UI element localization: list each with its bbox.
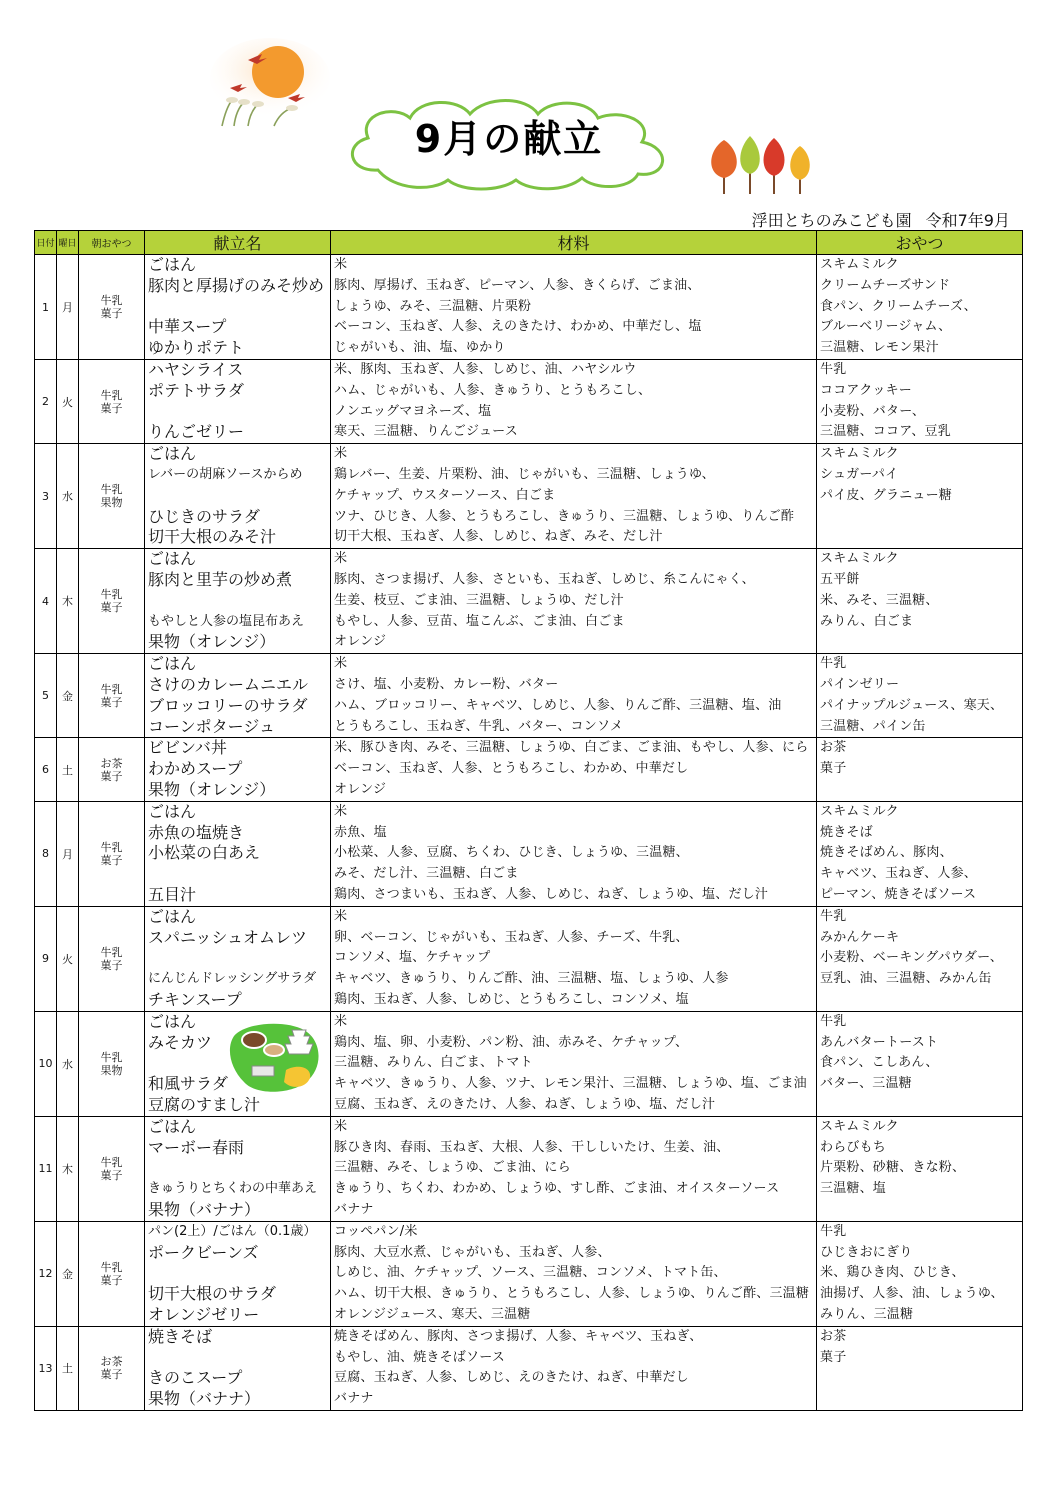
morning-snack-cell [79, 906, 145, 1011]
table-row [35, 360, 1023, 444]
menu-name-cell [145, 549, 331, 654]
ingredient-line: 米 [334, 908, 348, 924]
organization-line [752, 208, 1010, 231]
dish-name: 豚肉と里芋の炒め煮 [148, 569, 293, 589]
dish-name: コーンポタージュ [148, 716, 276, 736]
morning-snack-item: 果物 [100, 1063, 123, 1077]
ingredient-line: じゃがいも、油、塩、ゆかり [334, 340, 506, 356]
dish-name [145, 486, 330, 507]
dish-name: ごはん [148, 654, 197, 674]
snack-line: 菓子 [820, 1349, 847, 1365]
dish-name: ゆかりポテト [148, 338, 245, 358]
snack-line: パインゼリー [820, 676, 900, 692]
ingredient-line: 鶏肉、塩、卵、小麦粉、パン粉、油、赤みそ、ケチャップ、 [334, 1034, 689, 1050]
dish-name [145, 1263, 330, 1284]
morning-snack-item: 菓子 [100, 1368, 123, 1382]
ingredients-cell [331, 360, 817, 444]
day-cell: 10 [35, 1011, 57, 1116]
ingredient-line: 豆腐、玉ねぎ、人参、しめじ、えのきたけ、ねぎ、中華だし [334, 1370, 689, 1386]
snack-cell [817, 1116, 1023, 1221]
dish-name: もやしと人参の塩昆布あえ [148, 613, 305, 629]
day-cell: 6 [35, 738, 57, 801]
snack-line: シュガーパイ [820, 466, 899, 482]
morning-snack-item: 菓子 [100, 307, 123, 320]
table-row [35, 1011, 1023, 1116]
morning-snack-item: 牛乳 [100, 1050, 123, 1064]
dish-name [145, 1158, 330, 1179]
snack-line: 牛乳 [820, 1223, 847, 1239]
menu-table [34, 230, 1023, 1411]
ingredient-line: みそ、だし汁、三温糖、白ごま [334, 866, 519, 882]
ingredients-cell [331, 801, 817, 906]
ingredients-cell [331, 1011, 817, 1116]
column-header-morning-snack: 朝おやつ [79, 231, 145, 255]
dish-name [145, 591, 330, 612]
snack-line: 三温糖、塩 [820, 1181, 887, 1197]
dish-name: ハヤシライス [148, 360, 244, 379]
dish-name [145, 1348, 330, 1369]
weekday-cell: 水 [57, 444, 79, 549]
dish-name: 五目汁 [148, 884, 197, 904]
ingredient-line: 切干大根、玉ねぎ、人参、しめじ、ねぎ、みそ、だし汁 [334, 529, 663, 545]
ingredient-line: キャベツ、きゅうり、人参、ツナ、レモン果汁、三温糖、しょうゆ、塩、ごま油 [334, 1076, 807, 1092]
morning-snack-item: 牛乳 [100, 682, 123, 696]
ingredient-line: さけ、塩、小麦粉、カレー粉、バター [334, 676, 559, 692]
morning-snack-item: 菓子 [100, 695, 123, 709]
snack-line: 牛乳 [820, 908, 847, 924]
snack-line: 油揚げ、人参、油、しょうゆ、 [820, 1286, 1004, 1302]
column-header-day: 日付 [35, 231, 57, 255]
ingredient-line: ツナ、ひじき、人参、とうもろこし、きゅうり、三温糖、しょうゆ、りんご酢 [334, 508, 795, 524]
dish-name: ごはん [148, 444, 197, 464]
ingredient-line: 三温糖、みそ、しょうゆ、ごま油、にら [334, 1160, 571, 1176]
snack-line: スキムミルク [820, 1118, 899, 1134]
menu-name-cell [145, 1326, 331, 1410]
table-row [35, 549, 1023, 654]
ingredient-line: ハム、じゃがいも、人参、きゅうり、とうもろこし、 [334, 382, 652, 398]
morning-snack-item: 牛乳 [100, 840, 123, 854]
dish-name: にんじんドレッシングサラダ [148, 971, 317, 987]
table-row [35, 654, 1023, 738]
dish-name: ポークビーンズ [148, 1242, 259, 1262]
snack-line: 小麦粉、ベーキングパウダー、 [820, 950, 1003, 966]
ingredient-line: ノンエッグマヨネーズ、塩 [334, 403, 492, 419]
ingredient-line: もやし、油、焼きそばソース [334, 1349, 505, 1365]
morning-snack-item: お茶 [100, 1355, 123, 1369]
dish-name: スパニッシュオムレツ [148, 927, 308, 947]
snack-cell [817, 801, 1023, 906]
snack-line: 五平餅 [820, 571, 860, 587]
ingredient-line: オレンジ [334, 781, 387, 797]
snack-line: ココアクッキー [820, 382, 913, 398]
day-cell: 1 [35, 255, 57, 360]
dish-name: 和風サラダ [148, 1074, 228, 1094]
day-cell: 2 [35, 360, 57, 444]
ingredient-line: オレンジ [334, 634, 387, 650]
column-header-weekday: 曜日 [57, 231, 79, 255]
morning-snack-cell [79, 1326, 145, 1410]
ingredient-line: バナナ [334, 1201, 374, 1217]
snack-line: スキムミルク [820, 551, 899, 567]
dish-name: 豚肉と厚揚げのみそ炒め [148, 275, 325, 295]
morning-snack-item: 牛乳 [100, 1260, 123, 1274]
ingredient-line: ベーコン、玉ねぎ、人参、えのきたけ、わかめ、中華だし、塩 [334, 319, 702, 335]
snack-cell [817, 1011, 1023, 1116]
page-header [0, 0, 1058, 230]
dish-name: 中華スープ [148, 317, 227, 337]
dish-name: ごはん [148, 1011, 197, 1031]
ingredients-cell [331, 255, 817, 360]
page-title: 9月の献立 [414, 117, 604, 161]
morning-snack-item: 菓子 [100, 601, 123, 615]
morning-snack-item: 牛乳 [100, 1155, 123, 1169]
dish-name: 赤魚の塩焼き [148, 822, 245, 842]
snack-line: 菓子 [820, 761, 847, 777]
table-row [35, 801, 1023, 906]
dish-name: レバーの胡麻ソースからめ [148, 466, 303, 482]
menu-name-cell [145, 255, 331, 360]
morning-snack-cell [79, 738, 145, 801]
morning-snack-item: 菓子 [100, 401, 123, 415]
dish-name: みそカツ [148, 1032, 213, 1052]
ingredient-line: 米、豚ひき肉、みそ、三温糖、しょうゆ、白ごま、ごま油、もやし、人参、にら [334, 740, 809, 756]
ingredient-line: 豚肉、さつま揚げ、人参、さといも、玉ねぎ、しめじ、糸こんにゃく、 [334, 571, 755, 587]
weekday-cell: 水 [57, 1011, 79, 1116]
dish-name: ごはん [148, 1116, 197, 1136]
snack-line: みりん、三温糖 [820, 1306, 914, 1322]
snack-line: みかんケーキ [820, 929, 900, 945]
day-cell: 4 [35, 549, 57, 654]
snack-line: キャベツ、玉ねぎ、人参、 [820, 866, 977, 882]
ingredient-line: 鶏レバー、生姜、片栗粉、油、じゃがいも、三温糖、しょうゆ、 [334, 466, 715, 482]
snack-line: わらびもち [820, 1139, 887, 1155]
column-header-menu-name: 献立名 [145, 231, 331, 255]
menu-name-cell [145, 654, 331, 738]
snack-line: パイナップルジュース、寒天、 [820, 697, 1004, 713]
day-cell: 12 [35, 1221, 57, 1326]
ingredient-line: 豚肉、大豆水煮、じゃがいも、玉ねぎ、人参、 [334, 1244, 611, 1260]
day-cell: 8 [35, 801, 57, 906]
ingredient-line: コッペパン/米 [334, 1223, 418, 1239]
morning-snack-cell [79, 1221, 145, 1326]
dish-name: ごはん [148, 549, 197, 569]
ingredient-line: コンソメ、塩、ケチャップ [334, 950, 491, 966]
menu-name-cell [145, 906, 331, 1011]
organization-name: 浮田とちのみこども園 [751, 211, 912, 230]
table-row [35, 444, 1023, 549]
snack-cell [817, 360, 1023, 444]
morning-snack-cell [79, 654, 145, 738]
dish-name [145, 864, 330, 885]
dish-name [145, 948, 330, 969]
dish-name: チキンスープ [148, 989, 242, 1009]
morning-snack-cell [79, 444, 145, 549]
dish-name: オレンジゼリー [148, 1304, 260, 1324]
weekday-cell: 木 [57, 549, 79, 654]
snack-line: 米、鶏ひき肉、ひじき、 [820, 1265, 965, 1281]
ingredient-line: しめじ、油、ケチャップ、ソース、三温糖、コンソメ、トマト缶、 [334, 1265, 727, 1281]
weekday-cell: 土 [57, 738, 79, 801]
dish-name: ビビンバ丼 [148, 738, 227, 758]
ingredient-line: 豚ひき肉、春雨、玉ねぎ、大根、人参、干ししいたけ、生姜、油、 [334, 1139, 730, 1155]
weekday-cell: 月 [57, 801, 79, 906]
morning-snack-item: 牛乳 [100, 483, 123, 497]
ingredient-line: 米 [334, 257, 348, 272]
snack-line: 牛乳 [820, 1013, 847, 1029]
weekday-cell: 土 [57, 1326, 79, 1410]
ingredient-line: 卵、ベーコン、じゃがいも、玉ねぎ、人参、チーズ、牛乳、 [334, 929, 689, 945]
ingredient-line: もやし、人参、豆苗、塩こんぶ、ごま油、白ごま [334, 613, 625, 629]
morning-snack-item: 菓子 [100, 1273, 123, 1287]
ingredient-line: キャベツ、きゅうり、りんご酢、油、三温糖、塩、しょうゆ、人参 [334, 971, 729, 987]
morning-snack-item: 牛乳 [100, 294, 123, 307]
menu-name-cell [145, 444, 331, 549]
dish-name: ポテトサラダ [148, 380, 244, 400]
snack-cell [817, 1326, 1023, 1410]
table-row [35, 1116, 1023, 1221]
ingredients-cell [331, 444, 817, 549]
ingredient-line: バナナ [334, 1391, 374, 1407]
dish-name: ごはん [148, 906, 197, 926]
snack-cell [817, 738, 1023, 801]
snack-line: あんバタートースト [820, 1034, 939, 1050]
ingredient-line: 豚肉、厚揚げ、玉ねぎ、ピーマン、人参、きくらげ、ごま油、 [334, 277, 701, 293]
snack-cell [817, 1221, 1023, 1326]
weekday-cell: 木 [57, 1116, 79, 1221]
weekday-cell: 月 [57, 255, 79, 360]
column-header-ingredients: 材料 [331, 231, 817, 255]
weekday-cell: 金 [57, 1221, 79, 1326]
snack-line: ピーマン、焼きそばソース [820, 886, 977, 902]
morning-snack-item: お茶 [100, 756, 123, 770]
snack-line: スキムミルク [820, 803, 899, 819]
dish-name: 豆腐のすまし汁 [148, 1094, 261, 1114]
morning-snack-cell [79, 1011, 145, 1116]
autumn-trees-illustration [702, 132, 818, 196]
ingredient-line: 米 [334, 1013, 348, 1029]
ingredient-line: ケチャップ、ウスターソース、白ごま [334, 487, 556, 503]
ingredient-line: しょうゆ、みそ、三温糖、片栗粉 [334, 298, 532, 314]
snack-line: 片栗粉、砂糖、きな粉、 [820, 1160, 966, 1176]
dish-name: さけのカレームニエル [148, 674, 309, 694]
table-row [35, 1221, 1023, 1326]
morning-snack-item: 菓子 [100, 853, 123, 867]
ingredient-line: 小松菜、人参、豆腐、ちくわ、ひじき、しょうゆ、三温糖、 [334, 845, 689, 861]
dish-name: 果物（バナナ） [148, 1389, 261, 1409]
day-cell: 3 [35, 444, 57, 549]
snack-line: 豆乳、油、三温糖、みかん缶 [820, 971, 992, 987]
ingredient-line: 生姜、枝豆、ごま油、三温糖、しょうゆ、だし汁 [334, 592, 624, 608]
dish-name: 小松菜の白あえ [148, 843, 261, 863]
menu-name-cell [145, 738, 331, 801]
dish-name: きゅうりとちくわの中華あえ [148, 1181, 318, 1197]
ingredients-cell [331, 906, 817, 1011]
table-row [35, 906, 1023, 1011]
weekday-cell: 火 [57, 360, 79, 444]
table-header-row [35, 231, 1023, 255]
snack-line: お茶 [820, 740, 847, 756]
snack-line: 食パン、クリームチーズ、 [820, 298, 977, 314]
table-row [35, 738, 1023, 801]
snack-line: クリームチーズサンド [820, 277, 951, 293]
ingredients-cell [331, 654, 817, 738]
snack-line: 牛乳 [820, 362, 847, 377]
day-cell: 5 [35, 654, 57, 738]
date-label: 令和7年9月 [925, 211, 1010, 230]
ingredient-line: ハム、切干大根、きゅうり、とうもろこし、人参、しょうゆ、りんご酢、三温糖 [334, 1286, 810, 1302]
snack-line: パイ皮、グラニュー糖 [820, 487, 953, 503]
morning-snack-item: 果物 [100, 496, 123, 510]
morning-snack-item: 牛乳 [100, 945, 123, 959]
ingredient-line: 鶏肉、玉ねぎ、人参、しめじ、とうもろこし、コンソメ、塩 [334, 991, 689, 1007]
snack-cell [817, 654, 1023, 738]
dish-name: ひじきのサラダ [148, 506, 260, 526]
dish-name: 焼きそば [148, 1326, 213, 1346]
morning-snack-item: 菓子 [100, 958, 123, 972]
day-cell: 11 [35, 1116, 57, 1221]
dish-name: わかめスープ [148, 759, 243, 779]
ingredient-line: オレンジジュース、寒天、三温糖 [334, 1306, 531, 1322]
dish-name: 果物（オレンジ） [148, 779, 276, 799]
snack-line: ひじきおにぎり [820, 1244, 913, 1260]
dish-name: りんごゼリー [148, 422, 245, 442]
ingredient-line: とうもろこし、玉ねぎ、牛乳、バター、コンソメ [334, 718, 624, 734]
ingredients-cell [331, 1221, 817, 1326]
morning-snack-cell [79, 360, 145, 444]
menu-name-cell [145, 801, 331, 906]
ingredient-line: 米 [334, 446, 348, 462]
dish-name: 果物（オレンジ） [148, 632, 276, 652]
ingredient-line: 豆腐、玉ねぎ、えのきたけ、人参、ねぎ、しょうゆ、塩、だし汁 [334, 1096, 716, 1112]
ingredient-line: 米、豚肉、玉ねぎ、人参、しめじ、油、ハヤシルウ [334, 362, 637, 377]
morning-snack-item: 牛乳 [100, 588, 123, 602]
snack-line: 焼きそばめん、豚肉、 [820, 845, 953, 861]
morning-snack-cell [79, 549, 145, 654]
snack-line: スキムミルク [820, 446, 899, 462]
dish-name: きのこスープ [148, 1368, 243, 1388]
ingredient-line: 米 [334, 551, 348, 567]
ingredients-cell [331, 1116, 817, 1221]
dish-name: 切干大根のサラダ [148, 1284, 276, 1304]
dish-name [145, 297, 330, 318]
ingredient-line: 三温糖、みりん、白ごま、トマト [334, 1055, 533, 1071]
snack-line: ブルーベリージャム、 [820, 319, 952, 335]
ingredient-line: 焼きそばめん、豚肉、さつま揚げ、人参、キャベツ、玉ねぎ、 [334, 1328, 703, 1344]
ingredient-line: ハム、ブロッコリー、キャベツ、しめじ、人参、りんご酢、三温糖、塩、油 [334, 697, 782, 713]
dish-name: ごはん [148, 801, 197, 821]
menu-name-cell [145, 1116, 331, 1221]
snack-line: スキムミルク [820, 257, 899, 272]
morning-snack-cell [79, 801, 145, 906]
weekday-cell: 金 [57, 654, 79, 738]
snack-cell [817, 906, 1023, 1011]
aichi-map-illustration [226, 1016, 328, 1096]
dish-name [145, 402, 330, 423]
morning-snack-item: 菓子 [100, 769, 123, 783]
ingredient-line: 米 [334, 1118, 348, 1134]
menu-name-cell [145, 360, 331, 444]
snack-cell [817, 444, 1023, 549]
snack-line: 焼きそば [820, 824, 873, 840]
dish-name: ブロッコリーのサラダ [148, 695, 308, 715]
snack-line: お茶 [820, 1328, 847, 1344]
snack-line: バター、三温糖 [820, 1076, 912, 1092]
weekday-cell: 火 [57, 906, 79, 1011]
snack-line: 米、みそ、三温糖、 [820, 592, 939, 608]
snack-line: 牛乳 [820, 656, 847, 672]
snack-line: みりん、白ごま [820, 613, 914, 629]
menu-table-body [35, 255, 1023, 1411]
dish-name: 切干大根のみそ汁 [148, 527, 277, 547]
ingredient-line: 鶏肉、さつまいも、玉ねぎ、人参、しめじ、ねぎ、しょうゆ、塩、だし汁 [334, 886, 769, 902]
morning-snack-cell [79, 1116, 145, 1221]
day-cell: 13 [35, 1326, 57, 1410]
ingredient-line: きゅうり、ちくわ、わかめ、しょうゆ、すし酢、ごま油、オイスターソース [334, 1181, 780, 1197]
ingredient-line: 寒天、三温糖、りんごジュース [334, 424, 518, 440]
ingredient-line: 赤魚、塩 [334, 824, 387, 840]
dish-name: パン(2上）/ごはん（0.1歳） [148, 1223, 317, 1239]
snack-line: 三温糖、パイン缶 [820, 718, 926, 734]
table-row [35, 1326, 1023, 1410]
morning-snack-cell [79, 255, 145, 360]
snack-line: 小麦粉、バター、 [820, 403, 926, 419]
dish-name: ごはん [148, 255, 197, 274]
snack-cell [817, 255, 1023, 360]
dish-name: 果物（バナナ） [148, 1199, 261, 1219]
snack-line: 食パン、こしあん、 [820, 1055, 939, 1071]
snack-cell [817, 549, 1023, 654]
ingredients-cell [331, 738, 817, 801]
ingredients-cell [331, 549, 817, 654]
ingredient-line: 米 [334, 803, 348, 819]
snack-line: 三温糖、レモン果汁 [820, 340, 939, 356]
table-row [35, 255, 1023, 360]
ingredient-line: 米 [334, 656, 348, 672]
menu-name-cell [145, 1221, 331, 1326]
sunset-illustration [208, 38, 332, 130]
snack-line: 三温糖、ココア、豆乳 [820, 424, 951, 440]
ingredient-line: ベーコン、玉ねぎ、人参、とうもろこし、わかめ、中華だし [334, 761, 689, 777]
ingredients-cell [331, 1326, 817, 1410]
column-header-snack: おやつ [817, 231, 1023, 255]
day-cell: 9 [35, 906, 57, 1011]
dish-name: マーボー春雨 [148, 1137, 245, 1157]
morning-snack-item: 牛乳 [100, 388, 123, 402]
morning-snack-item: 菓子 [100, 1168, 123, 1182]
